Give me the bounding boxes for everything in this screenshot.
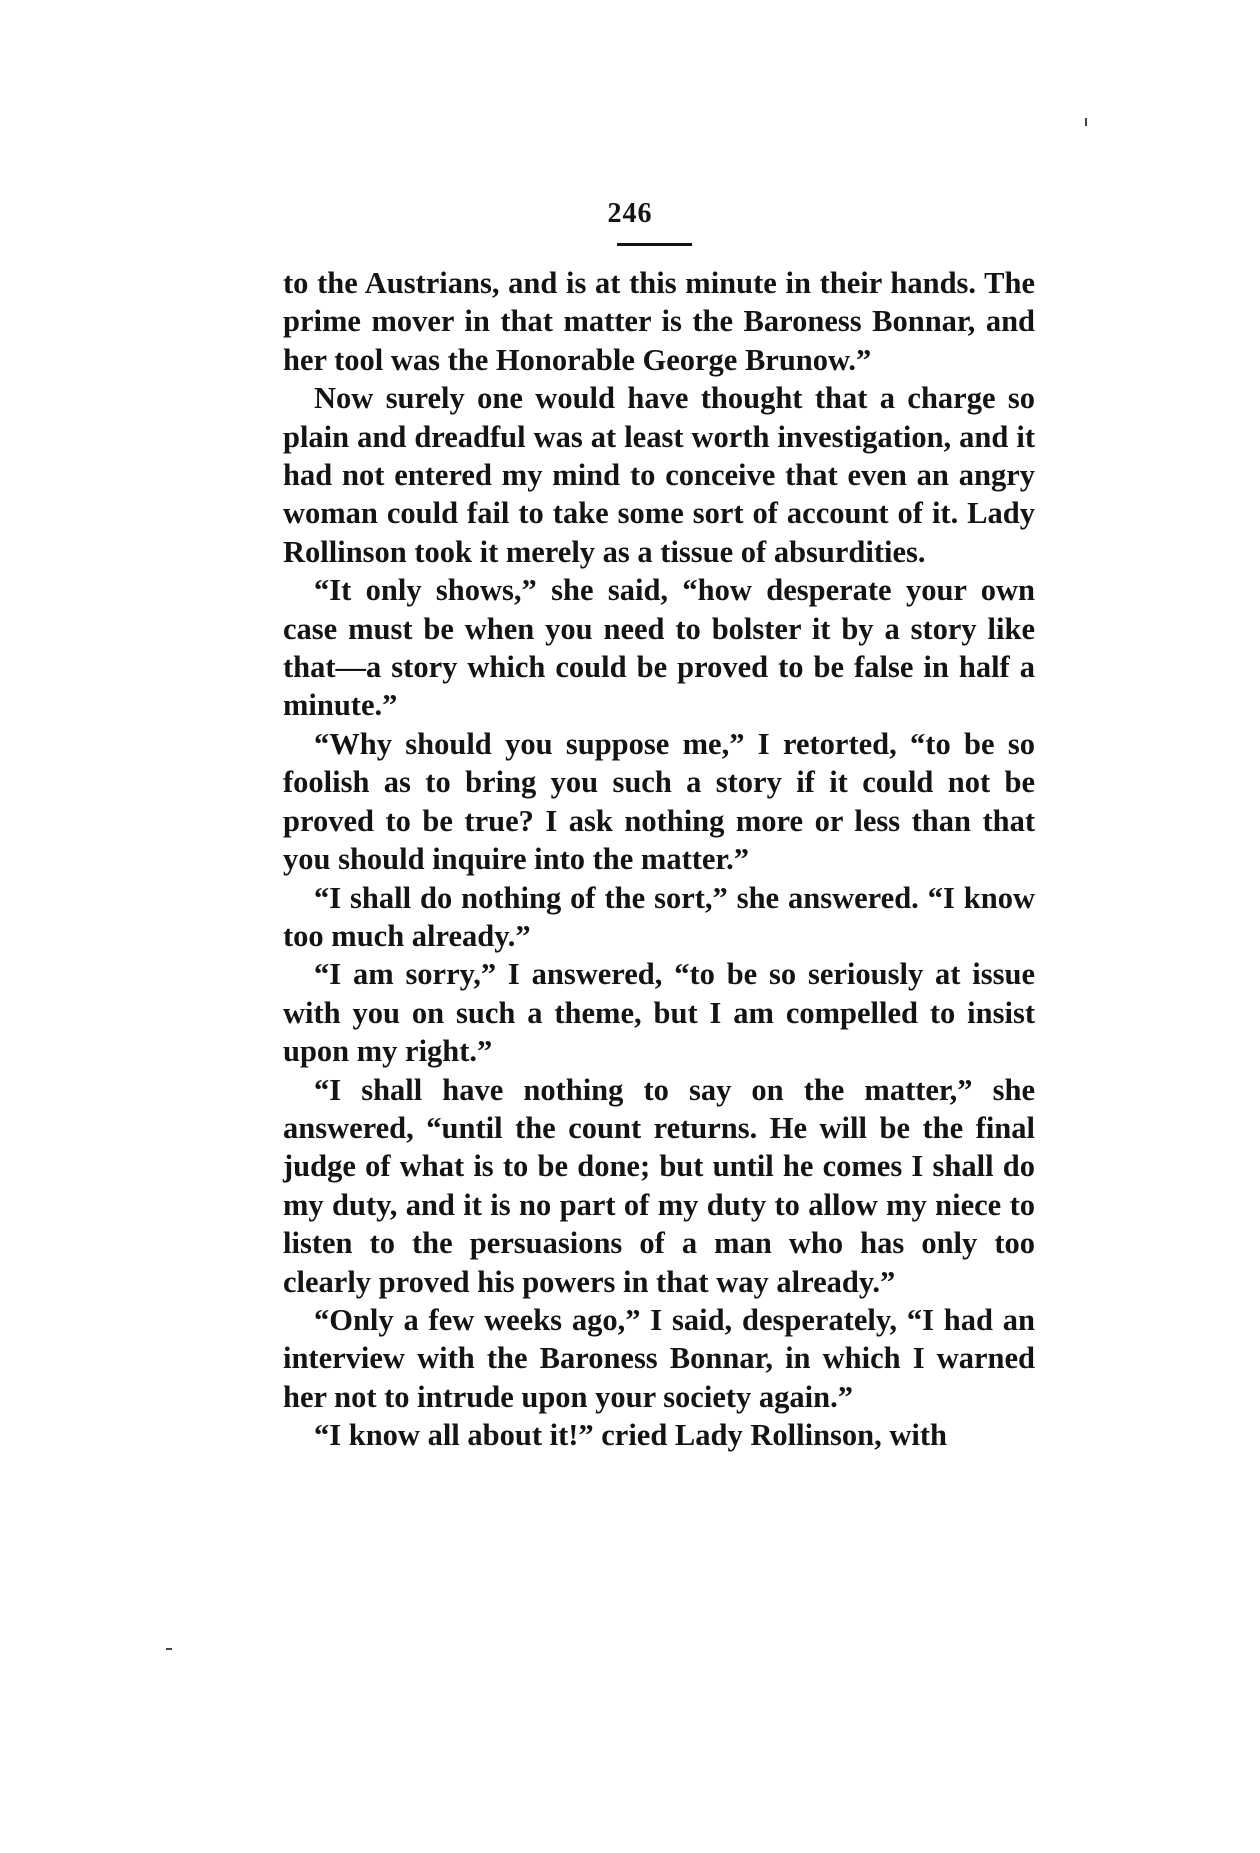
page-number-rule bbox=[617, 243, 692, 246]
paragraph: “I am sorry,” I answered, “to be so seriously at issue with you on such a theme, but I am compelled to insist upon my right.” bbox=[283, 957, 1035, 1069]
paragraph: “I know all about it!” cried Lady Rollinson, with bbox=[314, 1418, 947, 1453]
paragraph: “I shall have nothing to say on the matter,” she answered, “until the count returns. He will be the final judge of what is to be done; but until he comes I shall do my duty, and it is no part of my duty to allow my niece to listen to the persuasions of a man who has only too clearly proved his powers in that way already.” bbox=[283, 1072, 1035, 1299]
paragraph: “Why should you suppose me,” I retorted, “to be so foolish as to bring you such a story if it could not be proved to be true? I ask nothing more or less than that you should inquire into the matter.” bbox=[283, 726, 1035, 877]
scan-speck-top bbox=[1085, 118, 1087, 126]
page-number: 246 bbox=[607, 198, 653, 229]
body-text bbox=[283, 264, 1035, 1455]
paragraph: “It only shows,” she said, “how desperate your own case must be when you need to bolster it by a story like that—a story which could be proved to be false in half a minute.” bbox=[283, 573, 1035, 723]
paragraph: “I shall do nothing of the sort,” she answered. “I know too much already.” bbox=[283, 880, 1035, 953]
scan-speck-bottom bbox=[166, 1648, 172, 1650]
paragraph: “Only a few weeks ago,” I said, desperately, “I had an interview with the Baroness Bonnar, in which I warned her not to intrude upon your society again.” bbox=[283, 1302, 1035, 1414]
paragraph: to the Austrians, and is at this minute in their hands. The prime mover in that matter is the Baroness Bonnar, and her tool was the Honorable George Brunow.” bbox=[283, 266, 1035, 377]
paragraph: Now surely one would have thought that a charge so plain and dreadful was at least worth investigation, and it had not entered my mind to conceive that even an angry woman could fail to take some sort of account of it. Lady Rollinson took it merely as a tissue of absurdities. bbox=[283, 381, 1035, 569]
